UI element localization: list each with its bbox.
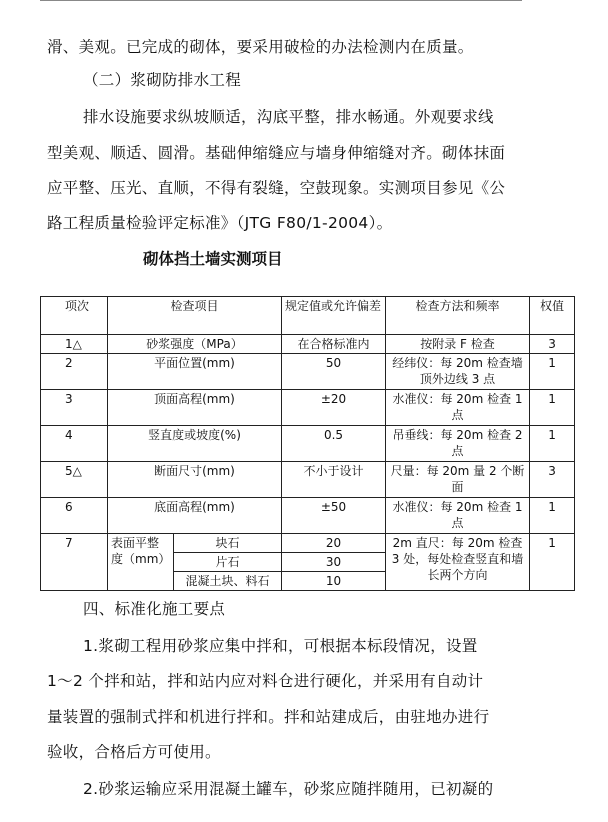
row-no: 1△ xyxy=(41,335,108,354)
header-weight: 权值 xyxy=(530,297,575,335)
row-method: 水准仪：每 20m 检查 1 点 xyxy=(386,498,530,534)
table-row xyxy=(41,498,575,534)
row-item: 砂浆强度（MPa） xyxy=(108,335,282,354)
table-row xyxy=(41,426,575,462)
table-row xyxy=(41,354,575,390)
row-spec: 50 xyxy=(282,354,386,390)
paragraph-line: 验收，合格后方可使用。 xyxy=(47,743,221,761)
row-spec: 不小于设计 xyxy=(282,462,386,498)
row-spec: 0.5 xyxy=(282,426,386,462)
sub-item-spec: 20 xyxy=(282,534,386,553)
header-item: 检查项目 xyxy=(108,297,282,335)
row-item: 竖直度或坡度(%) xyxy=(108,426,282,462)
table-row xyxy=(41,390,575,426)
paragraph-line: 量装置的强制式拌和机进行拌和。拌和站建成后，由驻地办进行 xyxy=(47,708,490,726)
row-item: 断面尺寸(mm) xyxy=(108,462,282,498)
paragraph-line: 1.浆砌工程用砂浆应集中拌和，可根据本标段情况，设置 xyxy=(83,637,478,655)
paragraph-line: 1～2 个拌和站，拌和站内应对料仓进行硬化，并采用有自动计 xyxy=(47,672,484,690)
row-no: 4 xyxy=(41,426,108,462)
header-rule xyxy=(40,0,522,1)
sub-item-label: 混凝土块、料石 xyxy=(174,572,282,591)
row-no: 6 xyxy=(41,498,108,534)
row-item: 顶面高程(mm) xyxy=(108,390,282,426)
paragraph-line: 应平整、压光、直顺，不得有裂缝，空鼓现象。实测项目参见《公 xyxy=(47,179,506,197)
row-weight: 1 xyxy=(530,534,575,591)
header-spec: 规定值或允许偏差 xyxy=(282,297,386,335)
row-weight: 3 xyxy=(530,335,575,354)
table-title: 砌体挡土墙实测项目 xyxy=(143,250,283,268)
row-item: 表面平整度（mm） xyxy=(108,534,174,591)
row-item: 平面位置(mm) xyxy=(108,354,282,390)
row-no: 2 xyxy=(41,354,108,390)
subsection-heading: （二）浆砌防排水工程 xyxy=(83,71,242,89)
sub-item-label: 块石 xyxy=(174,534,282,553)
row-spec: ±20 xyxy=(282,390,386,426)
header-method: 检查方法和频率 xyxy=(386,297,530,335)
table-row xyxy=(41,462,575,498)
row-method: 吊垂线：每 20m 检查 2 点 xyxy=(386,426,530,462)
row-weight: 1 xyxy=(530,390,575,426)
sub-item-label: 片石 xyxy=(174,553,282,572)
row-method: 经纬仪：每 20m 检查墙顶外边线 3 点 xyxy=(386,354,530,390)
table-header-row xyxy=(41,297,575,335)
sub-item-spec: 30 xyxy=(282,553,386,572)
row-item: 底面高程(mm) xyxy=(108,498,282,534)
sub-item-spec: 10 xyxy=(282,572,386,591)
row-weight: 1 xyxy=(530,354,575,390)
row-method: 按附录 F 检查 xyxy=(386,335,530,354)
row-no: 3 xyxy=(41,390,108,426)
row-no: 7 xyxy=(41,534,108,591)
table-row xyxy=(41,534,575,553)
header-no: 项次 xyxy=(41,297,108,335)
row-method: 2m 直尺：每 20m 检查 3 处，每处检查竖直和墙长两个方向 xyxy=(386,534,530,591)
row-no: 5△ xyxy=(41,462,108,498)
paragraph-line: 型美观、顺适、圆滑。基础伸缩缝应与墙身伸缩缝对齐。砌体抹面 xyxy=(47,144,506,162)
row-method: 尺量：每 20m 量 2 个断面 xyxy=(386,462,530,498)
table-row xyxy=(41,335,575,354)
row-weight: 1 xyxy=(530,426,575,462)
section-heading: 四、标准化施工要点 xyxy=(83,600,226,618)
inspection-table xyxy=(40,296,575,591)
paragraph-line: 2.砂浆运输应采用混凝土罐车，砂浆应随拌随用，已初凝的 xyxy=(83,780,494,798)
paragraph-line: 路工程质量检验评定标准》（JTG F80/1-2004）。 xyxy=(47,214,393,232)
row-spec: ±50 xyxy=(282,498,386,534)
row-weight: 1 xyxy=(530,498,575,534)
row-method: 水准仪：每 20m 检查 1 点 xyxy=(386,390,530,426)
row-spec: 在合格标准内 xyxy=(282,335,386,354)
row-weight: 3 xyxy=(530,462,575,498)
paragraph-line: 排水设施要求纵坡顺适，沟底平整，排水畅通。外观要求线 xyxy=(83,108,494,126)
paragraph-line: 滑、美观。已完成的砌体，要采用破检的办法检测内在质量。 xyxy=(47,38,474,56)
